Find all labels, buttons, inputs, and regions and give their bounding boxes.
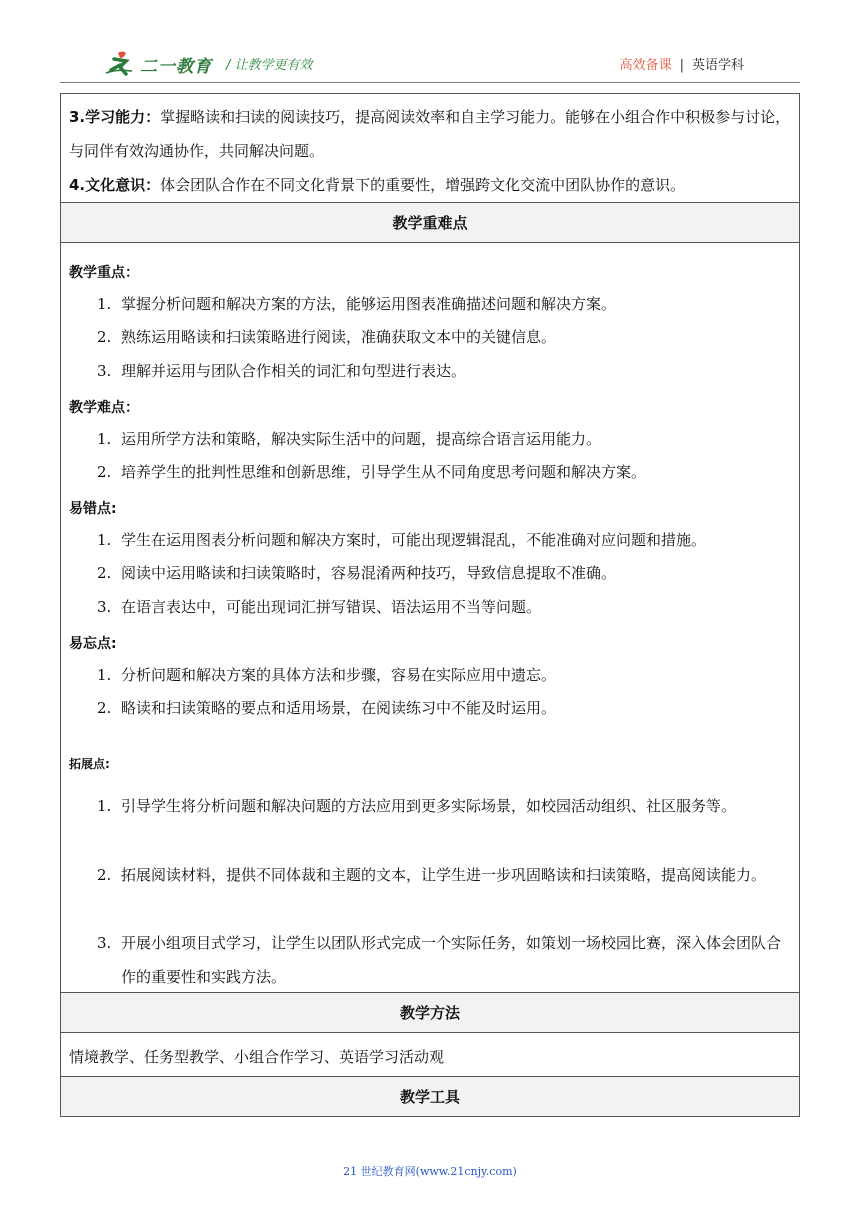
list-text: 拓展阅读材料，提供不同体裁和主题的文本，让学生进一步巩固略读和扫读策略，提高阅读能力。 <box>121 866 767 884</box>
list-text: 运用所学方法和策略，解决实际生活中的问题，提高综合语言运用能力。 <box>121 430 602 448</box>
header-separator: | <box>679 58 684 73</box>
list-text: 引导学生将分析问题和解决问题的方法应用到更多实际场景，如校园活动组织、社区服务等。 <box>121 797 737 815</box>
header-slogan: / 让教学更有效 <box>226 58 313 73</box>
error-label: 易错点: <box>69 501 117 517</box>
logo-text: 二一教育 <box>140 57 212 77</box>
focus-label: 教学重点： <box>69 265 139 281</box>
list-item <box>97 354 793 388</box>
list-number: 1. <box>97 531 112 549</box>
list-item <box>97 658 793 692</box>
ability-learning-text: 掌握略读和扫读的阅读技巧，提高阅读效率和自主学习能力。能够在小组合作中积极参与讨论，与同伴有效沟通协作，共同解决问题。 <box>69 108 791 160</box>
list-text: 开展小组项目式学习，让学生以团队形式完成一个实际任务，如策划一场校园比赛，深入体会团队合作的重要性和实践方法。 <box>121 934 782 986</box>
header-subject <box>620 54 744 73</box>
ability-learning <box>69 100 793 168</box>
list-number: 3. <box>97 934 112 952</box>
list-number: 2. <box>97 564 112 582</box>
ability-culture <box>69 168 793 202</box>
list-item <box>97 523 793 557</box>
list-text: 掌握分析问题和解决方案的方法，能够运用图表准确描述问题和解决方案。 <box>121 295 617 313</box>
list-number: 1. <box>97 430 112 448</box>
list-text: 在语言表达中，可能出现词汇拼写错误、语法运用不当等问题。 <box>121 598 542 616</box>
list-text: 熟练运用略读和扫读策略进行阅读，准确获取文本中的关键信息。 <box>121 328 557 346</box>
list-number: 1. <box>97 295 112 313</box>
list-number: 1. <box>97 797 112 815</box>
list-item <box>97 556 793 590</box>
list-item <box>97 455 793 489</box>
list-text: 分析问题和解决方案的具体方法和步骤，容易在实际应用中遗忘。 <box>121 666 557 684</box>
list-item <box>97 422 793 456</box>
list-number: 2. <box>97 463 112 481</box>
header-divider <box>60 82 800 83</box>
section-heading-key-points: 教学重难点 <box>61 202 799 243</box>
list-text: 阅读中运用略读和扫读策略时，容易混淆两种技巧，导致信息提取不准确。 <box>121 564 617 582</box>
list-item <box>97 691 793 725</box>
section-heading-tools: 教学工具 <box>61 1076 799 1117</box>
list-item <box>97 858 793 892</box>
difficult-label: 教学难点： <box>69 400 139 416</box>
header-tag-subject: 英语学科 <box>691 58 744 73</box>
ability-learning-label: 3.学习能力： <box>69 108 161 126</box>
page-header <box>60 44 800 84</box>
list-number: 2. <box>97 699 112 717</box>
list-item <box>97 320 793 354</box>
ability-culture-text: 体会团队合作在不同文化背景下的重要性，增强跨文化交流中团队协作的意识。 <box>160 176 686 194</box>
list-item <box>97 287 793 321</box>
list-text: 略读和扫读策略的要点和适用场景，在阅读练习中不能及时运用。 <box>121 699 557 717</box>
header-tag-prep: 高效备课 <box>619 58 672 73</box>
forget-label: 易忘点: <box>69 636 117 652</box>
methods-text: 情境教学、任务型教学、小组合作学习、英语学习活动观 <box>69 1048 445 1066</box>
section-heading-methods: 教学方法 <box>61 992 799 1033</box>
list-item <box>97 789 793 823</box>
ability-culture-label: 4.文化意识： <box>69 176 161 194</box>
list-number: 2. <box>97 866 112 884</box>
list-number: 1. <box>97 666 112 684</box>
page-footer: 21 世纪教育网(www.21cnjy.com) <box>343 1165 517 1178</box>
extend-label: 拓展点: <box>69 757 110 771</box>
list-text: 培养学生的批判性思维和创新思维，引导学生从不同角度思考问题和解决方案。 <box>121 463 647 481</box>
list-text: 理解并运用与团队合作相关的词汇和句型进行表达。 <box>121 362 467 380</box>
list-number: 3. <box>97 598 112 616</box>
list-number: 2. <box>97 328 112 346</box>
lesson-table <box>60 93 800 1117</box>
list-number: 3. <box>97 362 112 380</box>
list-item <box>97 590 793 624</box>
list-item <box>97 926 793 994</box>
list-text: 学生在运用图表分析问题和解决方案时，可能出现逻辑混乱，不能准确对应问题和措施。 <box>121 531 707 549</box>
